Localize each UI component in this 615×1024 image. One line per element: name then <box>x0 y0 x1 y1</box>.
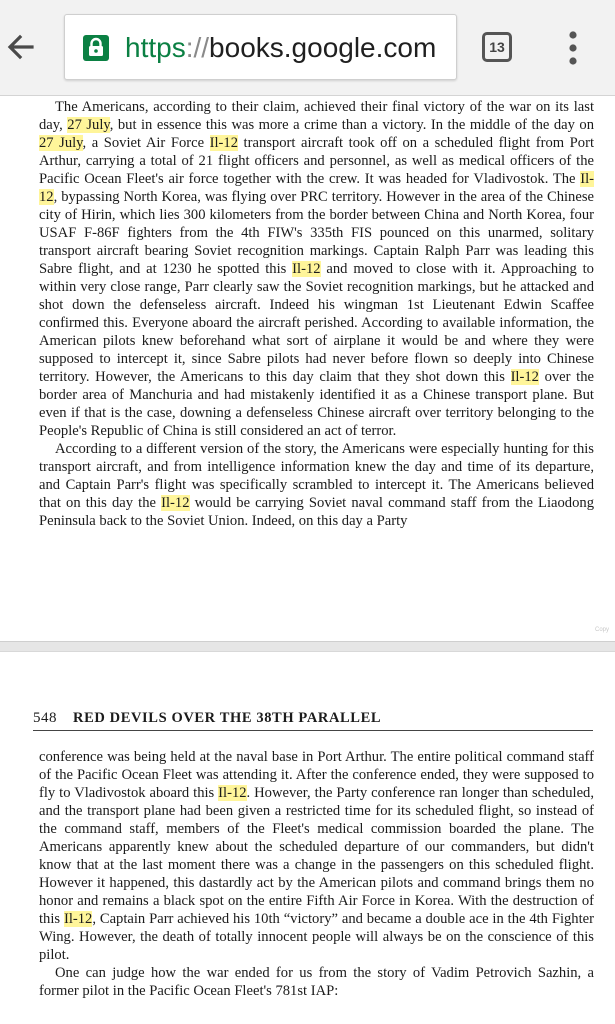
browser-toolbar <box>0 0 615 96</box>
book-title: RED DEVILS OVER THE 38TH PARALLEL <box>73 710 382 726</box>
text-run: over the border area of Manchuria and had mistakenly identified it as a Chinese transport plane. But even if that is the case, downing a defenseless Chinese aircraft over territory belonging to the People's Republic of China is still considered an act of terror. <box>39 369 595 439</box>
search-highlight: Il-12 <box>209 135 238 151</box>
back-arrow-icon <box>5 31 37 63</box>
text-run: One can judge how the war ended for us from the story of Vadim Petrovich Sazhin, a former pilot in the Pacific Ocean Fleet's 781st IAP: <box>39 965 594 999</box>
text-run: transport aircraft took off on a scheduled flight from Port Arthur, carrying a total of 21 flight officers and personnel, as well as medical officers of the Pacific Ocean Fleet's air force together with the crew. It was headed for Vladivostok. The <box>39 135 594 187</box>
text-run: , but in essence this was more a crime than a victory. In the middle of the day on <box>109 117 594 133</box>
book-page-top <box>0 96 615 641</box>
url-text <box>125 31 456 65</box>
tab-count: 13 <box>489 39 505 55</box>
text-run: . However, the Party conference ran longer than scheduled, and the transport plane had been given a restricted time for its scheduled flight, so instead of the command staff, members of the Fleet's medical commission boarded the plane. The Americans apparently knew about the scheduled departure of our commanders, but didn't know that at the last moment there was a change in the passengers on this scheduled flight. However it happened, this dastardly act by the American pilots and command brings them no honor and remains a black spot on the entire Fifth Air Force in Korea. With the destruction of this <box>39 785 594 927</box>
page-body-text <box>39 748 594 1000</box>
page-divider <box>0 641 615 652</box>
paragraph <box>39 748 594 964</box>
search-highlight: Il-12 <box>161 495 190 511</box>
overflow-menu-icon[interactable] <box>556 28 590 68</box>
text-run: The Americans, according to their claim, achieved their final victory of the war on its last day, <box>39 99 594 133</box>
text-run: , Captain Parr achieved his 10th “victory” and became a double ace in the 4th Fighter Wing. However, the death of totally innocent people will always be on the conscience of this pilot. <box>39 911 594 963</box>
tab-switcher-button[interactable] <box>482 32 512 62</box>
search-highlight: 27 July <box>39 135 83 151</box>
page-watermark: Copy <box>594 627 609 633</box>
paragraph <box>39 98 594 440</box>
paragraph <box>39 440 594 530</box>
page-number: 548 <box>33 710 57 726</box>
search-highlight: Il-12 <box>292 261 321 277</box>
url-scheme: https <box>125 32 186 63</box>
text-run: , a Soviet Air Force <box>82 135 210 151</box>
search-highlight: Il-12 <box>39 171 594 205</box>
search-highlight: 27 July <box>67 117 110 133</box>
text-run: , bypassing North Korea, was flying over PRC territory. However in the area of the Chinese city of Hirin, which lies 300 kilometers from the border between China and North Korea, four USAF F-86F fighters from the 4th FIW's 335th FIS pounced on this unarmed, solitary transport aircraft bearing Soviet recognition markings. Captain Ralph Parr was leading this Sabre flight, and at 1230 he spotted this <box>39 189 594 277</box>
url-separator: :// <box>185 32 210 63</box>
running-header <box>33 710 593 731</box>
text-run: conference was being held at the naval base in Port Arthur. The entire political command staff of the Pacific Ocean Fleet was attending it. After the conference ended, they were supposed to fly to Vladivostok aboard this <box>39 749 594 801</box>
text-run: According to a different version of the story, the Americans were especially hunting for this transport aircraft, and from intelligence information knew the day and time of its departure, and Captain Parr's flight was specifically scrambled to intercept it. The Americans believed that on this day the <box>39 441 594 511</box>
url-host: books.google.com <box>209 32 437 63</box>
paragraph <box>39 964 594 1000</box>
search-highlight: Il-12 <box>510 369 539 385</box>
lock-icon <box>83 35 109 61</box>
search-highlight: Il-12 <box>218 785 247 801</box>
address-bar[interactable] <box>64 14 457 80</box>
text-run: would be carrying Soviet naval command staff from the Liaodong Peninsula back to the Soviet Union. Indeed, on this day a Party <box>39 495 594 529</box>
search-highlight: Il-12 <box>63 911 93 927</box>
book-page-bottom <box>0 652 615 1024</box>
text-run: and moved to close with it. Approaching to within very close range, Parr clearly saw the Soviet recognition markings, but he attacked and shot down the defenseless aircraft. Indeed his wingman 1st Lieutenant Edwin Scaffee confirmed this. Everyone aboard the aircraft perished. According to available information, the American pilots knew beforehand what sort of airplane it would be and where they were supposed to intercept it, since Sabre pilots had never before flown so deeply into Chinese territory. However, the Americans to this day claim that they shot down this <box>39 261 594 385</box>
back-button[interactable] <box>0 18 42 76</box>
page-body-text <box>39 98 594 530</box>
